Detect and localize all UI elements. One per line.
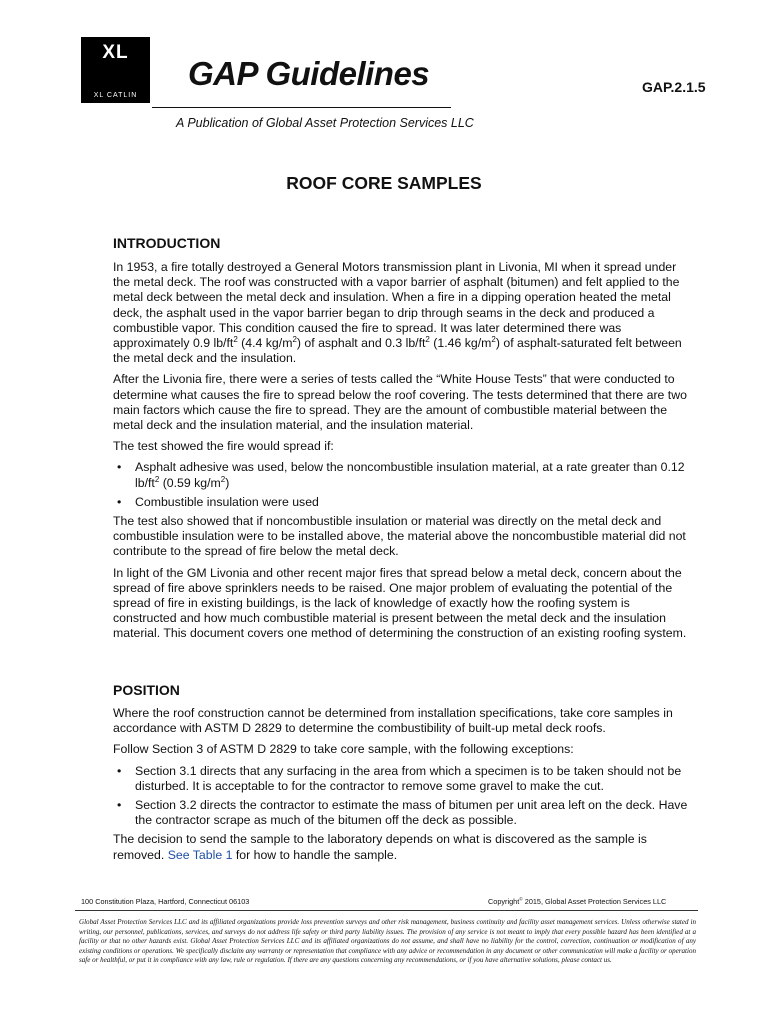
logo-mark: XL (102, 42, 129, 63)
position-paragraph-1: Where the roof construction cannot be determined from installation specifications, take core samples in accordance with ASTM D 2829 to determine the combustibility of built-up metal deck roofs. (113, 706, 673, 736)
footer-divider (75, 910, 698, 911)
intro-paragraph-1: In 1953, a fire totally destroyed a General Motors transmission plant in Livonia, MI when it spread under the metal deck. The roof was constructed with a vapor barrier of asphalt (bitumen) and felt applied to the metal deck between the metal deck and insulation. When a fire in a dipping operation heated the metal deck, the asphalt used in the vapor barrier began to drip through seams in the deck and produced a combustible vapor. This condition caused the fire to spread. It was later determined there was approximately 0.9 $lb/ft^2$ (4.4 $kg/m^2$) of asphalt and 0.3 $lb/ft^2$ (1.46 $kg/m^2$) of asphalt-saturated felt between the metal deck and the insulation. (113, 260, 682, 366)
intro-paragraph-2: After the Livonia fire, there were a series of tests called the “White House Tests” that were conducted to determine what causes the fire to spread below the roof covering. The tests determined that there are two main factors which cause the fire to spread. They are the amount of combustible material between the metal deck and the insulation material, and the insulation material. (113, 372, 687, 433)
bullet-icon: • (117, 494, 122, 509)
document-title: ROOF CORE SAMPLES (286, 173, 482, 193)
guidelines-title: GAP Guidelines (188, 55, 430, 92)
bullet-icon: • (117, 798, 122, 813)
list-item: • Section 3.2 directs the contractor to estimate the mass of bitumen per unit area left on the deck. Have the contractor scrape as much of the bitumen off the deck as possible. (117, 798, 688, 828)
legal-disclaimer: Global Asset Protection Services LLC and its affiliated organizations provide loss prevention surveys and other risk management, business continuity and facility asset management services. Unless otherwise stated in writing, our personnel, publications, services, and surveys do not address life safety or third party liability issues. The provision of any service is not meant to imply that every possible hazard has been identified at a facility or that no other hazards exist. Global Asset Protection Services LLC and its affiliated organizations do not assume, and shall have no liability for the control, correction, continuation or modification of any existing conditions or operations. We specifically disclaim any warranty or representation that compliance with any advice or recommendation in any document or other communication will make a facility or operation safe or healthful, or put it in compliance with any law, rule or regulation. If there are any questions concerning any recommendations, or if you have alternative solutions, please contact us. (79, 918, 696, 964)
position-bullet-list (113, 764, 688, 829)
position-heading: POSITION (113, 682, 180, 698)
position-paragraph-2: Follow Section 3 of ASTM D 2829 to take core sample, with the following exceptions: (113, 742, 574, 757)
list-item: • Combustible insulation were used (117, 494, 319, 509)
list-item: • Asphalt adhesive was used, below the noncombustible insulation material, at a rate greater than 0.12 $lb/ft^2$ (0.59 $kg/m^2$) (117, 460, 685, 490)
table-1-link[interactable]: See Table 1 (167, 847, 233, 862)
header-divider (152, 107, 451, 108)
publication-line: A Publication of Global Asset Protection Services LLC (176, 116, 474, 130)
intro-paragraph-5: In light of the GM Livonia and other recent major fires that spread below a metal deck, concern about the spread of fire above sprinklers needs to be raised. One major problem of evaluating the potential of the spread of fire in existing buildings, is the lack of knowledge of exactly how the roofing system is constructed and how much combustible material is present between the metal deck and the insulation material. This document covers one method of determining the construction of an existing roofing system. (113, 565, 687, 641)
introduction-heading: INTRODUCTION (113, 235, 221, 251)
introduction-body (113, 260, 688, 648)
intro-bullet-list (113, 460, 688, 510)
position-paragraph-3: The decision to send the sample to the laboratory depends on what is discovered as the sample is removed. See Table 1 for how to handle the sample. (113, 832, 647, 862)
xl-catlin-logo (81, 37, 150, 103)
document-code: GAP.2.1.5 (642, 79, 706, 95)
bullet-icon: • (117, 460, 122, 475)
footer-address: 100 Constitution Plaza, Hartford, Connecticut 06103 (81, 897, 250, 906)
list-item: • Section 3.1 directs that any surfacing in the area from which a specimen is to be taken should not be disturbed. It is acceptable to for the contractor to remove some gravel to make the cut. (117, 763, 682, 793)
logo-brand: XL CATLIN (93, 92, 138, 99)
footer-copyright: Copyright© 2015, Global Asset Protection Services LLC (488, 897, 667, 906)
intro-paragraph-3: The test showed the fire would spread if: (113, 439, 334, 454)
intro-paragraph-4: The test also showed that if noncombustible insulation or material was directly on the metal deck and combustible insulation were to be installed above, the material above the noncombustible material did not contribute to the spread of fire below the metal deck. (113, 514, 686, 559)
bullet-icon: • (117, 763, 122, 778)
position-body (113, 706, 688, 869)
